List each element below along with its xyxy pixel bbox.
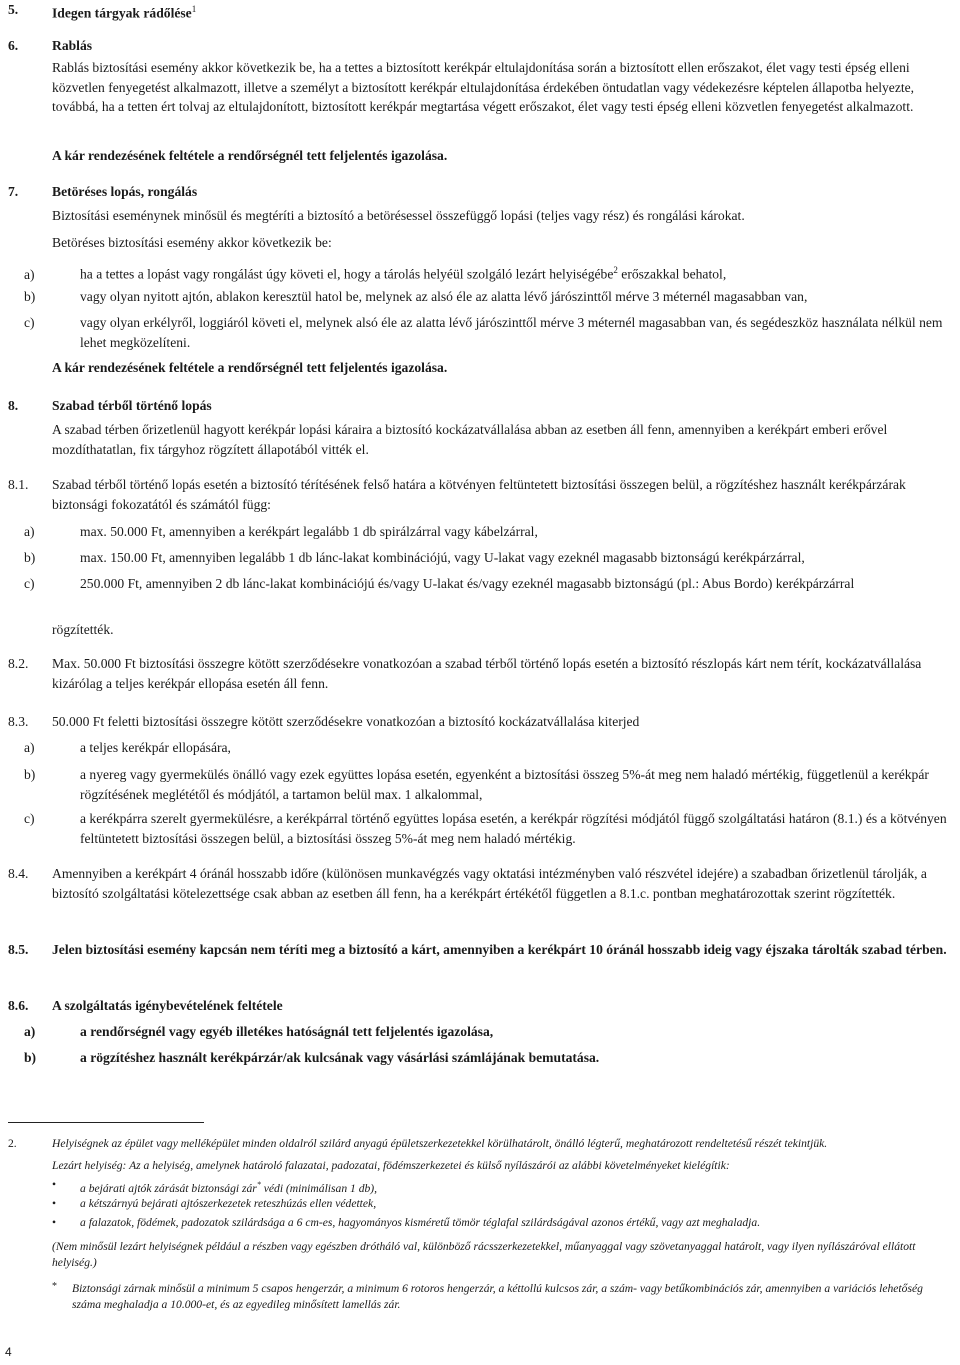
item-text: 250.000 Ft, amennyiben 2 db lánc-lakat kombinációjú és/vagy U-lakat és/vagy ezeknél magasabb biztonságú (pl.: Abus Bordo) kerékpárzárral [80,576,855,591]
bullet-icon: • [52,1197,57,1210]
section-8-1-item-c [24,574,954,594]
section-7-number: 7. [8,184,19,199]
section-8-number: 8. [8,398,19,413]
item-label: b) [24,1050,37,1065]
section-5-number: 5. [8,2,19,17]
item-text: a rendőrségnél vagy egyéb illetékes hatóságnál tett feljelentés igazolása, [80,1024,494,1039]
section-7-item-a [24,261,954,284]
footnote-divider [8,1122,204,1123]
section-8-6-item-a [24,1022,954,1042]
section-6-body: Rablás biztosítási esemény akkor következik be, ha a tettes a biztosított kerékpár eltulajdonítása során a biztosított ellen erőszakot, élet vagy testi épség elleni közvetlen fenyegetést alkalmazott, illetve a személyt a biztosított kerékpár eltulajdonítása érdekében öntudatlan vagy védekezésre képtelen állapotba helyezte, továbbá, ha a tetten ért tolvaj az eltulajdonított, biztosított kerékpár megtartása végett erőszakot, élet vagy testi épség elleni közvetlen fenyegetést alkalmazott. [52,60,915,114]
bullet-text: a bejárati ajtók zárását biztonsági zár [80,1181,257,1195]
item-text: a teljes kerékpár ellopására, [80,740,231,755]
item-label: a) [24,524,35,539]
footnote-ref-2: 2 [613,265,618,275]
section-8-4-number: 8.4. [8,866,29,881]
footnote-bullet-2: a kétszárnyú bejárati ajtószerkezetek reteszhúzás ellen védettek, [80,1197,377,1210]
section-8-5-number: 8.5. [8,942,29,957]
bullet-text-end: védi (minimálisan 1 db), [260,1181,378,1195]
section-8-3-body: 50.000 Ft feletti biztosítási összegre kötött szerződésekre vonatkozóan a biztosító kockázatvállalása kiterjed [52,714,640,729]
section-8-3-item-a [24,738,954,758]
item-label: b) [24,550,36,565]
item-text-end: erőszakkal behatol, [617,266,727,282]
section-8-3-number: 8.3. [8,714,29,729]
item-text: a rögzítéshez használt kerékpárzár/ak kulcsának vagy vásárlási számlájának bemutatása. [80,1050,600,1065]
section-8-3-item-b [24,765,954,804]
section-8-4-body: Amennyiben a kerékpárt 4 óránál hosszabb időre (különösen munkavégzés vagy oktatási intézményben való részvétel idejére) a szabadban őrizetlenül tárolják, a biztosító szolgáltatási kötelezettsége csak abban az esetben áll fenn, ha a kerékpárt értékétől független a 8.1.c. pontban meghatározottak szerint rögzítették. [52,866,927,901]
section-6-title: Rablás [52,38,93,53]
item-text: vagy olyan erkélyről, loggiáról követi el, melynek alsó éle az alatta lévő járószinttől mérve 3 méternél magasabban van, és segédeszköz használata nélkül nem lehet megközelíteni. [80,315,943,350]
section-7-item-b [24,287,954,307]
section-7-item-c [24,313,954,352]
item-text: max. 50.000 Ft, amennyiben a kerékpárt legalább 1 db spirálzárral vagy kábelzárral, [80,524,538,539]
item-label: a) [24,740,35,755]
item-label: b) [24,289,36,304]
section-7-para-2: Betöréses biztosítási esemény akkor következik be: [52,235,332,250]
section-8-6-title: A szolgáltatás igénybevételének feltétele [52,998,283,1013]
section-8-3-item-c [24,809,954,848]
section-7-title: Betöréses lopás, rongálás [52,184,198,199]
footnote-2-line-2: Lezárt helyiség: Az a helyiség, amelynek határoló falazatai, padozatai, födémszerkezetei és külső nyílászárói az alábbi követelményeket kielégítik: [52,1159,730,1172]
section-8-1-item-a [24,522,954,542]
section-6-number: 6. [8,38,19,53]
item-text: ha a tettes a lopást vagy rongálást úgy követi el, hogy a tárolás helyéül szolgáló lezárt helyiségébe [80,266,614,282]
section-8-6-number: 8.6. [8,998,29,1013]
bullet-icon: • [52,1216,57,1229]
bullet-icon: • [52,1178,57,1191]
item-text: max. 150.00 Ft, amennyiben legalább 1 db lánc-lakat kombinációjú, vagy U-lakat vagy ezeknél magasabb biztonságú kerékpárzárral, [80,550,805,565]
section-8-6-item-b [24,1048,954,1068]
footnote-bullet-1 [80,1177,952,1197]
item-label: c) [24,811,35,826]
item-text: vagy olyan nyitott ajtón, ablakon keresztül hatol be, melynek az alsó éle az alatta lévő járószinttől mérve 3 méternél magasabban van, [80,289,808,304]
section-5-title [52,0,196,23]
section-7-condition: A kár rendezésének feltétele a rendőrségnél tett feljelentés igazolása. [52,360,448,375]
footnote-ref-1: 1 [191,4,197,14]
footnote-bullet-3: a falazatok, födémek, padozatok szilárdsága a 6 cm-es, hagyományos kisméretű tömör téglafal szilárdságával azonos értékű, vagy azt meghaladja. [80,1216,761,1229]
page-number: 4 [5,1345,12,1359]
section-8-body: A szabad térben őrizetlenül hagyott kerékpár lopási káraira a biztosító kockázatvállalása abban az esetben áll fenn, amennyiben a kerékpárt emberi erővel mozdíthatatlan, fix tárgyhoz rögzített állapotából vitték el. [52,422,888,457]
section-6-condition: A kár rendezésének feltétele a rendőrségnél tett feljelentés igazolása. [52,148,448,163]
footnote-2-line-1: Helyiségnek az épület vagy melléképület minden oldalról szilárd anyagú épületszerkezetekkel körülhatárolt, önálló légterű, meghatározott rendeltetésű részét tekintjük. [52,1137,828,1150]
section-8-2-body: Max. 50.000 Ft biztosítási összegre kötött szerződésekre vonatkozóan a szabad térből történő lopás esetén a biztosító részlopás kárt nem térít, kockázatvállalása kizárólag a teljes kerékpár ellopása esetén áll fenn. [52,656,922,691]
section-8-1-item-b [24,548,954,568]
footnote-2-number: 2. [8,1137,17,1150]
item-label: c) [24,576,35,591]
section-7-para-1: Biztosítási eseménynek minősül és megtéríti a biztosító a betörésessel összefüggő lopási (teljes vagy rész) és rongálási károkat. [52,208,745,223]
section-8-1-tail: rögzítették. [52,622,114,637]
asterisk-mark: * [52,1281,57,1292]
item-label: c) [24,315,35,330]
section-8-title: Szabad térből történő lopás [52,398,212,413]
section-8-1-body: Szabad térből történő lopás esetén a biztosító térítésének felső határa a kötvényen feltüntetett biztosítási összegen belül, a rögzítéshez használt kerékpárzárak biztonsági fokozatától és számától függ: [52,477,906,512]
item-text: a kerékpárra szerelt gyermekülésre, a kerékpárral történő együttes lopása esetén, a kerékpár rögzítési módjától függő szolgáltatási határon (8.1.) és a kötvényen feltüntetett biztosítási összegen belül, a biztosítási összeg 5%-át meg nem haladó mértékig. [80,811,947,846]
item-label: a) [24,1024,36,1039]
item-text: a nyereg vagy gyermekülés önálló vagy ezek együttes lopása esetén, egyenként a biztosítási összeg 5%-át meg nem haladó mértékig, függetlenül a kerékpár rögzítésének meglététől és módjától, a tartamon belül max. 1 alkalommal, [80,767,929,802]
section-8-2-number: 8.2. [8,656,29,671]
section-8-5-body: Jelen biztosítási esemény kapcsán nem téríti meg a biztosító a kárt, amennyiben a kerékpárt 10 óránál hosszabb ideig vagy éjszaka tárolták szabad térben. [52,942,947,957]
section-8-1-number: 8.1. [8,477,29,492]
footnote-asterisk-text: Biztonsági zárnak minősül a minimum 5 csapos hengerzár, a minimum 6 rotoros hengerzár, a kéttollú kulcsos zár, a szám- vagy betűkombinációs zár, amennyiben a variációs lehetőség száma meghaladja a 10.000-et, és az egyedileg minősített lamellás zár. [72,1282,923,1311]
section-5-title-text: Idegen tárgyak rádőlése [52,5,192,21]
item-label: a) [24,266,35,282]
footnote-2-note: (Nem minősül lezárt helyiségnek például a részben vagy egészben drótháló val, különböző rácsszerkezetekkel, műanyaggal vagy szövetanyaggal határolt, vagy ilyen nyílászáróval ellátott helyiség.) [52,1240,916,1269]
asterisk-ref: * [256,1180,261,1189]
item-label: b) [24,767,36,782]
